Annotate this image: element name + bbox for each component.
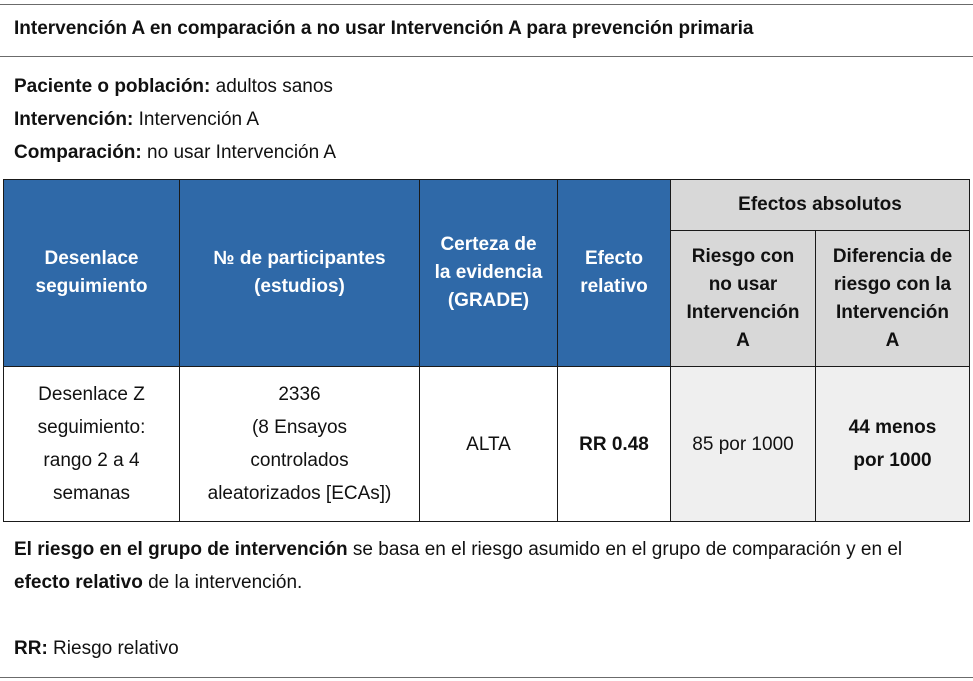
header-relative-effect: Efecto relativo [558,180,671,367]
header-absolute-effects: Efectos absolutos [671,180,970,231]
summary-of-findings-table [3,179,970,522]
explanation-bold-3: efecto relativo [14,572,143,593]
comparison-line [14,136,336,169]
population-line [14,70,336,103]
explanation-text [14,533,954,599]
comparison-value: no usar Intervención A [147,142,337,163]
cell-certainty: ALTA [420,367,558,522]
abbreviation-label: RR: [14,638,48,659]
intervention-line [14,103,336,136]
cell-participants: 2336 (8 Ensayos controlados aleatorizados [ECAs]) [180,367,420,522]
header-certainty: Certeza de la evidencia (GRADE) [420,180,558,367]
header-risk-without: Riesgo con no usar Intervención A [671,231,816,367]
header-risk-difference: Diferencia de riesgo con la Intervención A [816,231,970,367]
population-value: adultos sanos [215,76,333,97]
explanation-text-2: se basa en el riesgo asumido en el grupo de comparación y en el [347,539,903,560]
abbreviation-value: Riesgo relativo [47,638,179,659]
header-outcome: Desenlace seguimiento [4,180,180,367]
explanation-bold-1: El riesgo en el grupo de intervención [14,539,348,560]
cell-outcome: Desenlace Z seguimiento: rango 2 a 4 semanas [4,367,180,522]
explanation-text-4: de la intervención. [142,572,303,593]
cell-risk-difference: 44 menos por 1000 [816,367,970,522]
title-rule [0,56,973,57]
top-rule [0,4,973,5]
abbreviation-note [14,632,179,665]
population-label: Paciente o población: [14,76,211,97]
table-row [4,367,970,522]
study-meta [14,70,336,169]
intervention-label: Intervención: [14,109,134,130]
cell-relative-effect: RR 0.48 [558,367,671,522]
intervention-value: Intervención A [138,109,260,130]
cell-risk-without: 85 por 1000 [671,367,816,522]
bottom-rule [0,677,973,678]
page-title: Intervención A en comparación a no usar Intervención A para prevención primaria [14,18,754,39]
comparison-label: Comparación: [14,142,142,163]
header-row-1 [4,180,970,231]
header-participants: № de participantes (estudios) [180,180,420,367]
